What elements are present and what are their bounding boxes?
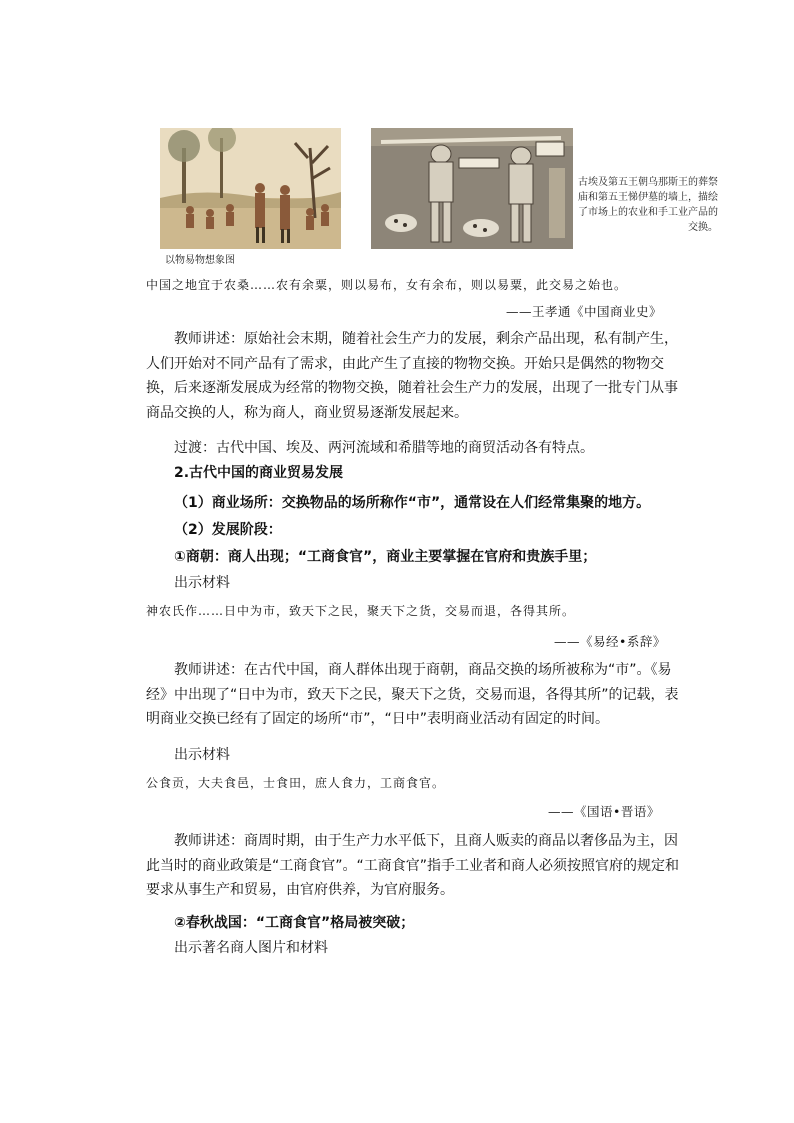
stage-spring-autumn: ②春秋战国：“工商食官”格局被突破； — [174, 915, 415, 931]
barter-illustration-image — [160, 128, 341, 249]
subsection-stages: （2）发展阶段： — [174, 522, 282, 538]
left-image-caption: 以物易物想象图 — [165, 255, 235, 266]
teacher-narration-2: 教师讲述：在古代中国，商人群体出现于商朝，商品交换的场所被称为“市”。《易经》中出现了“日中为市，致天下之民，聚天下之货，交易而退，各得其所”的记载，表明商业交换已经有了固定的场所“市”，“日中”表明商业活动有固定的时间。 — [146, 662, 679, 727]
quote-source-1: ——王孝通《中国商业史》 — [506, 304, 663, 319]
quote-source-3: ——《国语•晋语》 — [548, 804, 660, 819]
stage-shang-dynasty: ①商朝：商人出现；“工商食官”，商业主要掌握在官府和贵族手里； — [174, 549, 597, 565]
quote-text-3: 公食贡，大夫食邑，士食田，庶人食力，工商食官。 — [146, 776, 446, 790]
show-material-3: 出示著名商人图片和材料 — [174, 940, 328, 956]
teacher-narration-3: 教师讲述：商周时期，由于生产力水平低下，且商人贩卖的商品以奢侈品为主，因此当时的商业政策是“工商食官”。“工商食官”指手工业者和商人必须按照官府的规定和要求从事生产和贸易，由官府供养，为官府服务。 — [146, 833, 680, 898]
show-material-2: 出示材料 — [174, 747, 230, 763]
right-image-caption: 古埃及第五王朝乌那斯王的葬祭庙和第五王悌伊墓的墙上，描绘了市场上的农业和手工业产品的交换。 — [578, 177, 718, 233]
quote-source-2: ——《易经•系辞》 — [554, 634, 666, 649]
section-heading: 2.古代中国的商业贸易发展 — [174, 465, 344, 481]
transition-text: 过渡：古代中国、埃及、两河流域和希腊等地的商贸活动各有特点。 — [174, 440, 594, 456]
show-material-1: 出示材料 — [174, 575, 230, 591]
quote-text-2: 神农氏作……日中为市，致天下之民，聚天下之货，交易而退，各得其所。 — [146, 604, 576, 618]
teacher-narration-1: 教师讲述：原始社会末期，随着社会生产力的发展，剩余产品出现，私有制产生，人们开始对不同产品有了需求，由此产生了直接的物物交换。开始只是偶然的物物交换，后来逐渐发展成为经常的物物交换，随着社会生产力的发展，出现了一批专门从事商品交换的人，称为商人，商业贸易逐渐发展起来。 — [146, 331, 678, 421]
subsection-venue: （1）商业场所：交换物品的场所称作“市”，通常设在人们经常集聚的地方。 — [174, 495, 651, 511]
quote-text-1: 中国之地宜于农桑……农有余粟，则以易布，女有余布，则以易粟，此交易之始也。 — [146, 278, 628, 292]
egyptian-mural-image — [371, 128, 573, 249]
